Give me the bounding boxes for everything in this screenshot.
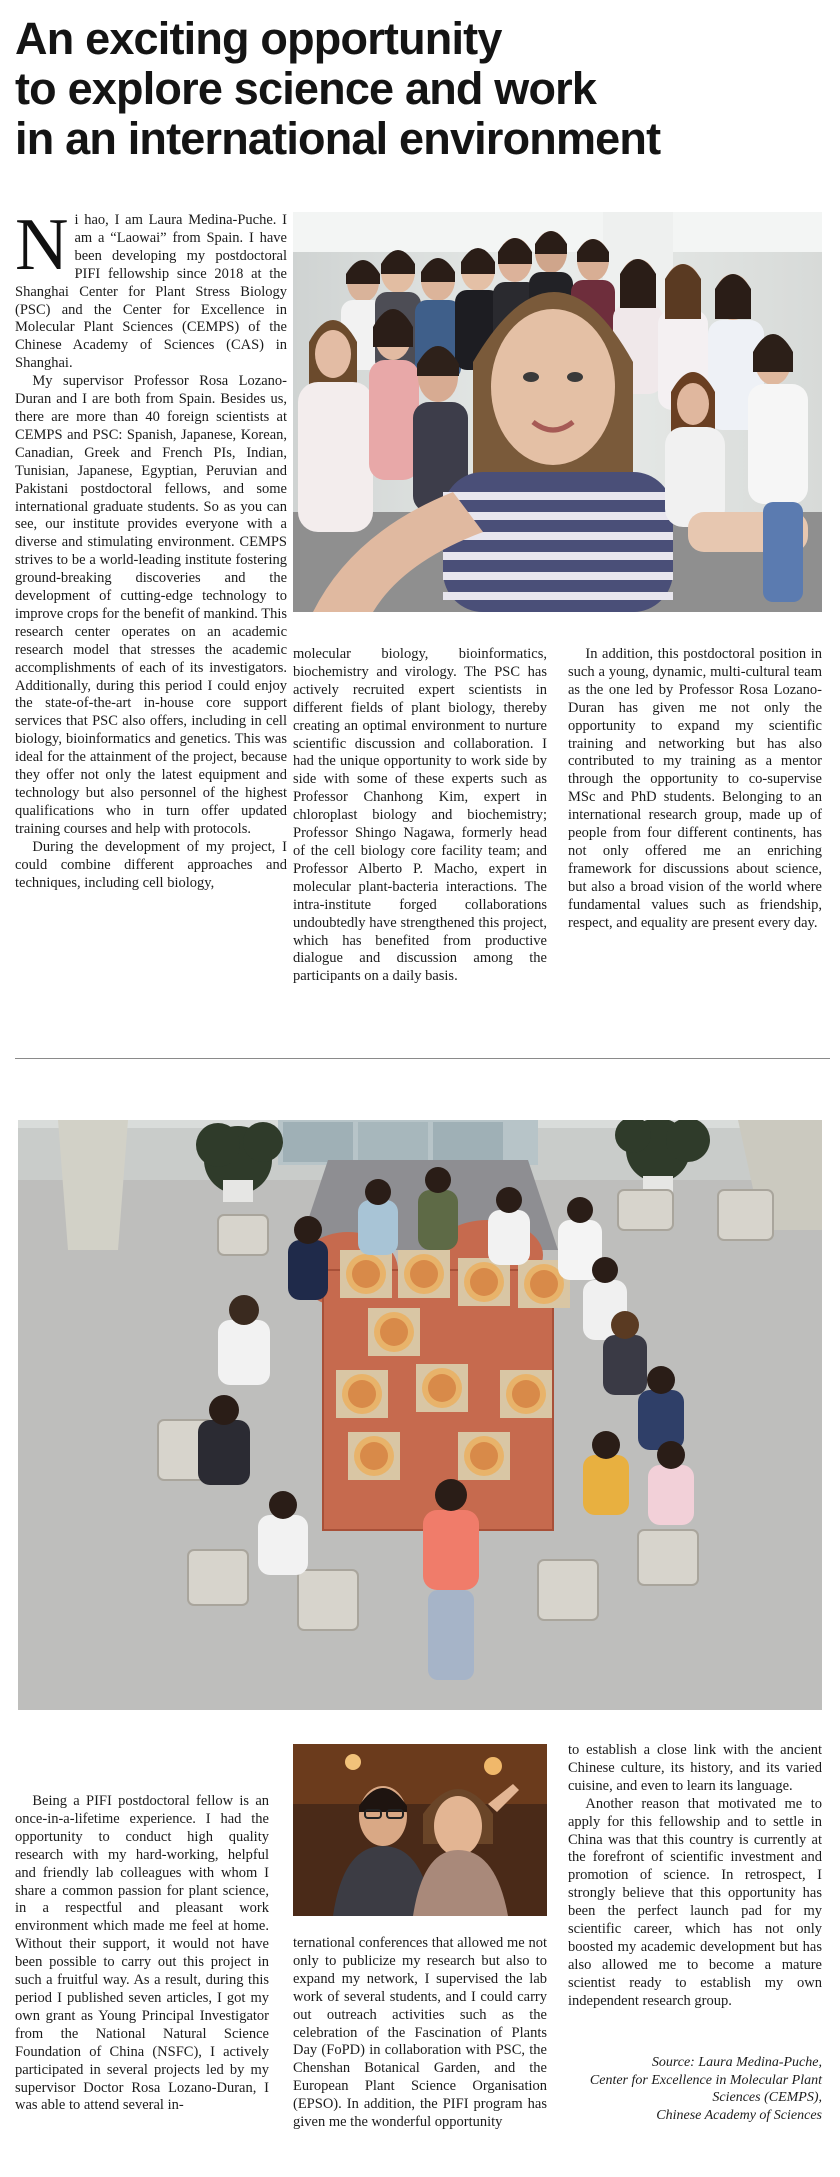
column-2-bottom	[293, 1935, 547, 2132]
column-1-top	[15, 204, 287, 892]
source-line-3: Sciences (CEMPS),	[712, 2090, 822, 2105]
col2-bottom-paragraph-1: ternational conferences that allowed me not only to publicize my research but also to expand my network, I supervised the lab work of several students, and I could carry out outreach activities such as the celebration of the Fascination of Plants Day (FoPD) in collaboration with PSC, the Chenshan Botanical Garden, and the European Plant Science Organisation (EPSO). In addition, the PIFI program has given me the wonderful opportunity	[293, 1935, 547, 2131]
source-line-2: Center for Excellence in Molecular Plant	[589, 2072, 822, 2088]
source-line-1: Source: Laura Medina-Puche,	[651, 2055, 822, 2070]
intro-paragraph-2: My supervisor Professor Rosa Lozano-Duran and I are both from Spain. Besides us, there are more than 40 foreign scientists at CEMPS and PSC: Spanish, Japanese, Korean, Canadian, Greek and French PIs, Indian, Tunisian, Japanese, Egyptian, Peruvian and Pakistani postdoctoral fellows, and some international graduate students. So as you can see, our institute provides everyone with a diverse and stimulating environment. CEMPS strives to be a world-leading institute fostering ground-breaking discoveries and the development of cutting-edge technology to improve crops for the benefit of mankind. This research center operates on an academic research model that stresses the academic accomplishments of each of its investigators. Additionally, during this period I could enjoy the state-of-the-art in-house core support services that PSC also offers, including in cell biology, bioinformatics and genetics. This was ideal for the attainment of the project, because they offer not only the latest equipment and technology but also personnel of the highest qualifications who in turn offer updated training courses and help with protocols.	[15, 373, 287, 837]
article-headline	[15, 14, 815, 164]
col3-bottom-paragraph-2: Another reason that motivated me to apply for this fellowship and to settle in China was that this country is currently at the forefront of scientific investment and promotion of science. In retrospect, I strongly believe that this opportunity has been the perfect launch pad for my scientific career, which has not only boosted my academic development but has also allowed me to become a mature scientist ready to establish my own independent research group.	[568, 1795, 822, 2009]
two-people-image	[293, 1744, 547, 1916]
source-line-4: Chinese Academy of Sciences	[656, 2107, 822, 2123]
col3-paragraph-1: In addition, this postdoctoral position in such a young, dynamic, multi-cultural team as the one led by Professor Rosa Lozano-Duran has given me not only the opportunity to expand my scientific training and networking but has also contributed to my training as a mentor through the opportunity to co-supervise MSc and PhD students. Belonging to an international research group, made up of people from four different continents, has not only offered me an enriching framework for discussions about science, but also a broad vision of the world where fundamental values such as friendship, respect, and equality are present every day.	[568, 646, 822, 931]
group-selfie-photo	[293, 212, 822, 612]
two-people-photo	[293, 1744, 547, 1916]
col2-paragraph-1: molecular biology, bioinformatics, biochemistry and virology. The PSC has actively recruited expert scientists in different fields of plant biology, thereby creating an optimal environment to nurture scientific discussion and collaboration. I had the unique opportunity to work side by side with some of these experts such as Professor Chanhong Kim, expert in chloroplast biology and biochemistry; Professor Shingo Nagawa, formerly head of the cell biology core facility team; and Professor Alberto P. Macho, expert in molecular plant-bacteria interactions. The intra-institute forged collaborations undoubtedly have strengthened this project, which has benefited from productive dialogue and discussion among the participants on a daily basis.	[293, 646, 547, 985]
intro-paragraph-3: During the development of my project, I could combine different approaches and techniques, including cell biology,	[15, 838, 287, 891]
column-3-top	[568, 646, 822, 933]
intro-paragraph-1: Ni hao, I am Laura Medina-Puche. I am a “Laowai” from Spain. I have been developing my postdoctoral PIFI fellowship since 2018 at the Shanghai Center for Plant Stress Biology (PSC) and the Center for Excellence in Molecular Plant Sciences (CEMPS) of the Chinese Academy of Sciences (CAS) in Shanghai.	[15, 204, 287, 372]
column-2-top	[293, 646, 547, 986]
pizza-party-photo	[18, 1120, 822, 1710]
column-3-bottom	[568, 1742, 822, 2011]
drop-cap: N	[15, 204, 69, 286]
section-divider	[15, 1058, 830, 1059]
headline-line-2: to explore science and work	[15, 63, 597, 114]
source-credit	[572, 2054, 822, 2124]
col1-bottom-paragraph-1: Being a PIFI postdoctoral fellow is an once-in-a-lifetime experience. I had the opportunity to conduct high quality research with my hard-working, helpful and friendly lab colleagues with whom I share a common passion for plant science, in a respectful and pleasant work environment which made me feel at home. Without their support, it would not have been possible to carry out this project in such a fruitful way. As a result, during this period I published seven articles, I got my own grant as Young Principal Investigator from the National Natural Science Foundation of China (NSFC), I actively participated in several projects led by my supervisor Doctor Rosa Lozano-Duran, I was able to attend several in-	[15, 1793, 269, 2114]
headline-line-3: in an international environment	[15, 113, 661, 164]
column-1-bottom	[15, 1793, 269, 2115]
pizza-party-image	[18, 1120, 822, 1710]
group-selfie-image	[293, 212, 822, 612]
col3-bottom-paragraph-1: to establish a close link with the ancient Chinese culture, its history, and its varied cuisine, and even to learn its language.	[568, 1742, 822, 1794]
headline-line-1: An exciting opportunity	[15, 13, 502, 64]
